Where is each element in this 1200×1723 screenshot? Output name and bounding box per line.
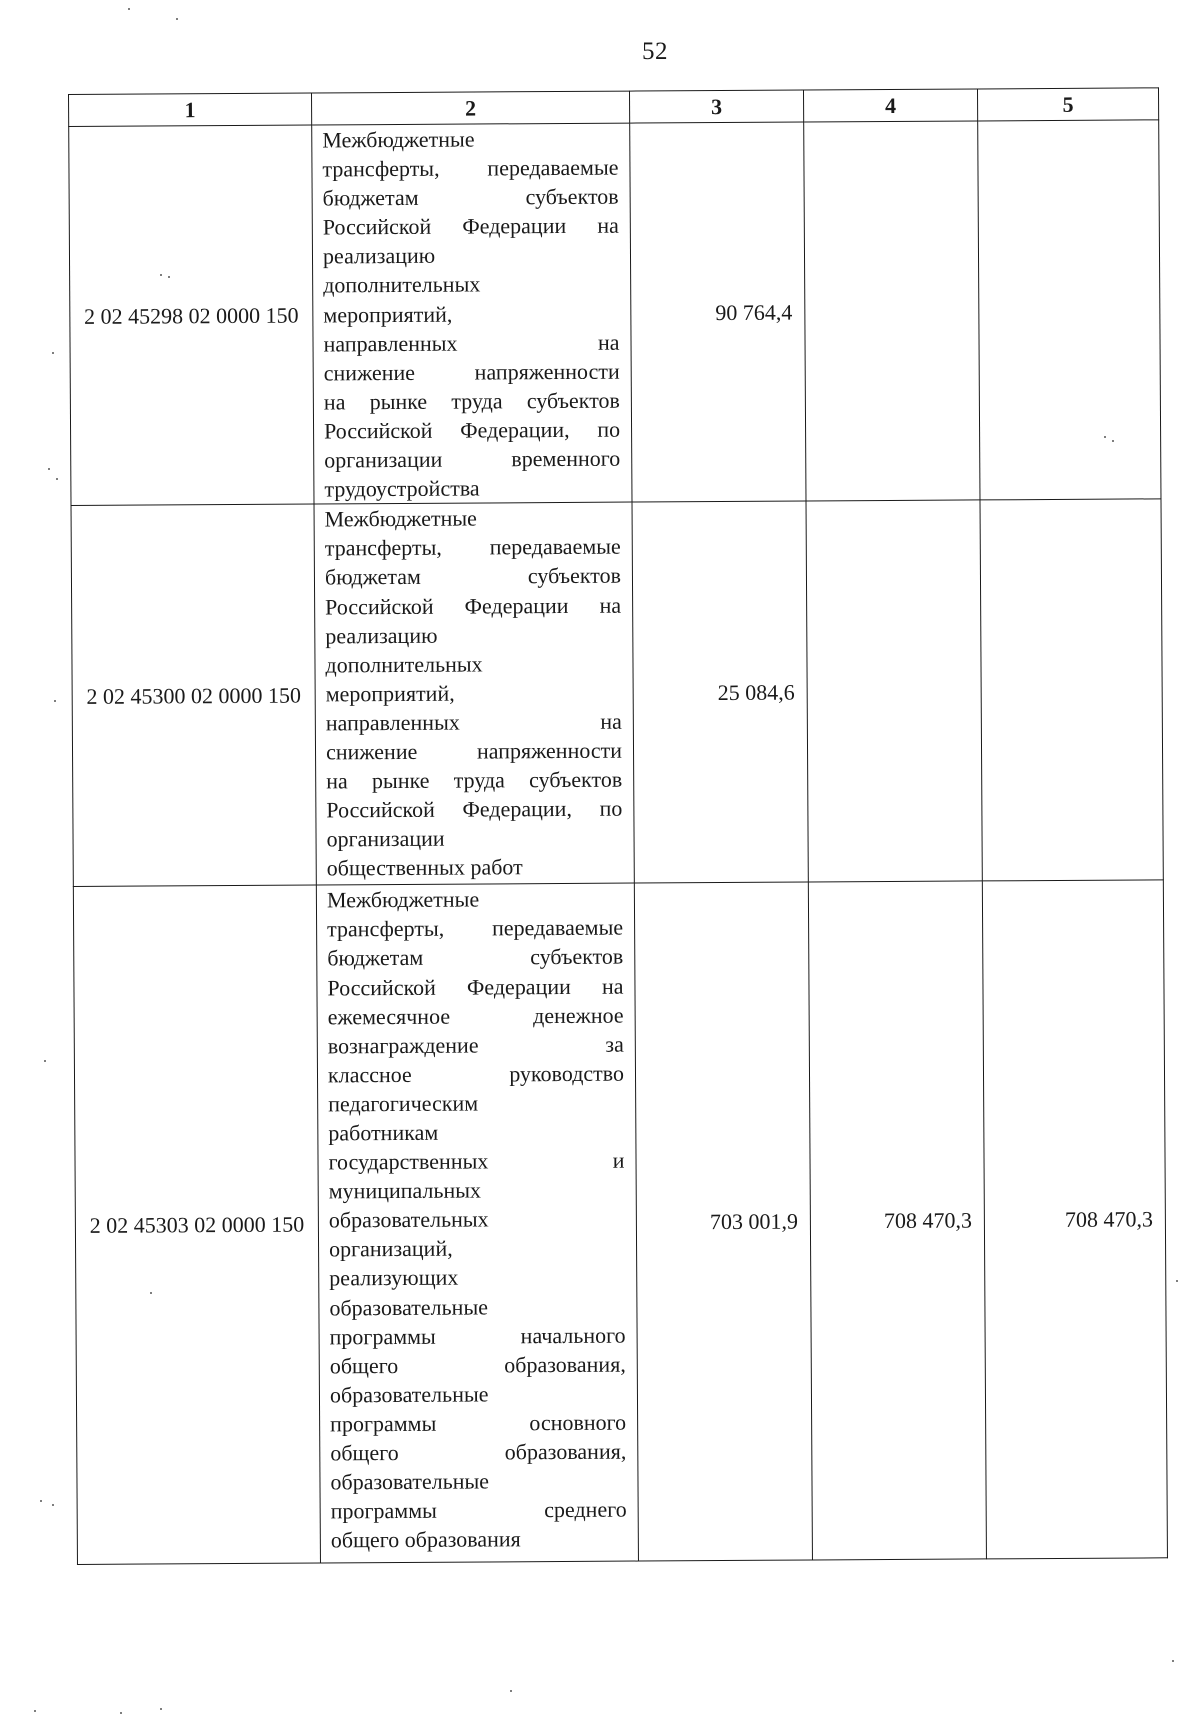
item-name: [316, 883, 638, 1563]
item-name-line: Российской Федерации на: [327, 973, 624, 1000]
table-row: [73, 880, 1167, 1565]
item-name-line: реализующих: [329, 1265, 459, 1291]
item-name-line: дополнительных: [323, 271, 481, 298]
page-number: 52: [642, 38, 668, 65]
item-name-line: реализацию: [322, 243, 436, 269]
item-name-line: общего образования: [330, 1526, 521, 1553]
item-name-line: программы начального: [329, 1322, 626, 1350]
item-name-line: образовательные: [329, 1381, 489, 1408]
item-name-line: реализацию: [325, 622, 438, 649]
item-name-line: Российской Федерации, по: [326, 795, 623, 823]
item-name-line: образовательных: [328, 1206, 489, 1233]
item-name-line: Российской Федерации на: [325, 592, 622, 619]
item-name-line: Межбюджетные: [326, 886, 480, 913]
item-name-line: направленных на: [323, 329, 620, 357]
item-name-line: Российской Федерации на: [322, 212, 619, 240]
item-name-line: снижение напряженности: [325, 737, 623, 765]
table-row: [69, 120, 1161, 506]
item-name-line: вознаграждение за: [327, 1031, 624, 1059]
item-name-line: образовательные: [330, 1468, 490, 1495]
item-name-line: педагогическим: [328, 1090, 479, 1117]
header-col-2: 2: [311, 91, 629, 125]
item-name-line: трансферты, передаваемые: [324, 533, 621, 561]
item-name-line: трудоустройства: [324, 475, 480, 502]
budget-code: 2 02 45298 02 0000 150: [69, 125, 314, 506]
item-name-line: общего образования,: [329, 1351, 626, 1379]
header-col-1: 1: [69, 93, 312, 126]
amount-col-3: 25 084,6: [632, 501, 808, 883]
item-name-line: мероприятий,: [323, 301, 453, 328]
header-col-5: 5: [977, 88, 1158, 121]
item-name-line: работникам: [328, 1119, 439, 1146]
item-name: [314, 502, 634, 885]
item-name-line: программы основного: [330, 1409, 627, 1437]
item-name-line: организации: [326, 825, 445, 852]
header-col-3: 3: [629, 90, 803, 123]
item-name-line: классное руководство: [327, 1060, 625, 1088]
item-name-line: трансферты, передаваемые: [327, 914, 624, 942]
item-name-line: на рынке труда субъектов: [323, 387, 620, 415]
item-name-line: бюджетам субъектов: [322, 183, 619, 211]
amount-col-5: [978, 120, 1161, 500]
item-name-line: снижение напряженности: [323, 358, 620, 386]
header-col-4: 4: [803, 89, 977, 122]
item-name-line: бюджетам субъектов: [324, 563, 622, 590]
item-name: [312, 123, 632, 504]
item-name-line: мероприятий,: [325, 680, 455, 707]
item-name-line: организаций,: [328, 1236, 453, 1262]
item-name-line: бюджетам субъектов: [327, 944, 624, 971]
item-name-line: программы среднего: [330, 1496, 627, 1524]
item-name-line: государственных и: [328, 1147, 625, 1175]
budget-code: 2 02 45300 02 0000 150: [71, 504, 316, 886]
item-name-line: дополнительных: [325, 651, 483, 678]
item-name-line: образовательные: [329, 1293, 489, 1320]
table-row: [71, 499, 1163, 887]
budget-code: 2 02 45303 02 0000 150: [73, 885, 320, 1564]
item-name-line: ежемесячное денежное: [327, 1002, 624, 1030]
budget-table: [68, 87, 1168, 1565]
amount-col-4: 708 470,3: [808, 881, 986, 1560]
item-name-line: трансферты, передаваемые: [322, 154, 619, 182]
item-name-line: на рынке труда субъектов: [326, 766, 623, 794]
amount-col-5: 708 470,3: [982, 880, 1167, 1559]
amount-col-4: [804, 121, 980, 501]
item-name-line: Межбюджетные: [324, 505, 477, 532]
item-name-line: общественных работ: [326, 854, 523, 881]
amount-col-3: 703 001,9: [634, 882, 812, 1561]
item-name-line: Российской Федерации, по: [323, 416, 621, 444]
amount-col-5: [980, 499, 1163, 881]
item-name-line: организации временного: [324, 445, 621, 473]
item-name-line: направленных на: [325, 708, 622, 736]
item-name-line: общего образования,: [330, 1438, 627, 1466]
item-name-line: муниципальных: [328, 1177, 482, 1204]
item-name-line: Межбюджетные: [322, 126, 475, 153]
amount-col-3: 90 764,4: [630, 122, 806, 502]
amount-col-4: [806, 500, 982, 882]
